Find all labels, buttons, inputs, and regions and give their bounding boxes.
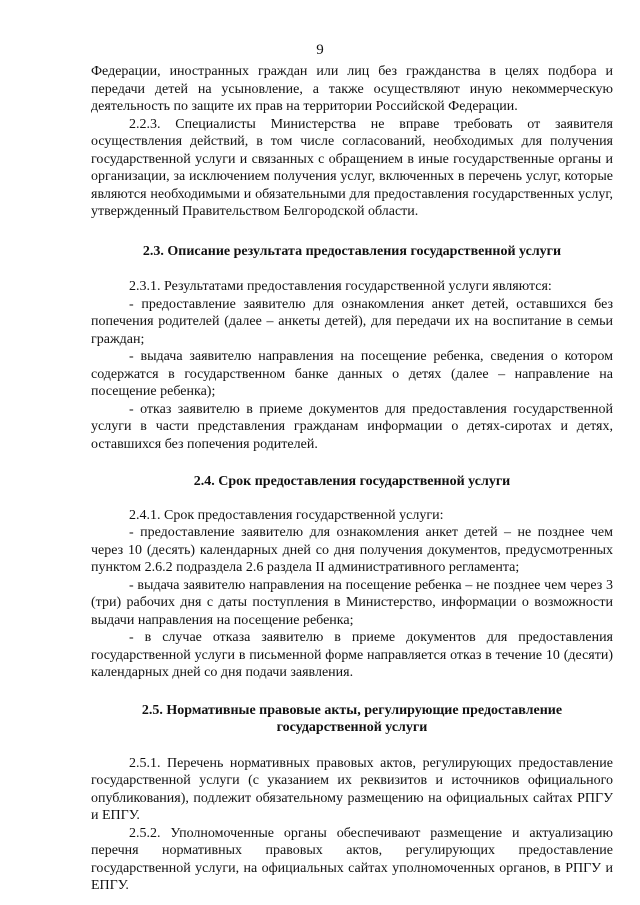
list-item-result-2: - выдача заявителю направления на посещение ребенка, сведения о котором содержатся в государственном банке данных о детях (далее – направление на посещение ребенка); xyxy=(91,349,613,399)
page-number: 9 xyxy=(316,42,324,58)
section-heading-2-5 xyxy=(91,702,613,737)
section-heading-2-5-line1: 2.5. Нормативные правовые акты, регулирующие предоставление xyxy=(141,702,563,718)
list-item-result-1: - предоставление заявителю для ознакомления анкет детей, оставшихся без попечения родителей (далее – анкеты детей), для передачи их на воспитание в семьи граждан; xyxy=(91,296,613,347)
paragraph-2-5-1: 2.5.1. Перечень нормативных правовых актов, регулирующих предоставление государственной услуги (с указанием их реквизитов и источников официального опубликования), подлежит обязательному размещению на официальных сайтах РПГУ и ЕПГУ. xyxy=(91,755,613,823)
paragraph-2-5-2: 2.5.2. Уполномоченные органы обеспечивают размещение и актуализацию перечня нормативных правовых актов, регулирующих предоставление государственной услуги, на официальных сайтах уполномоченных органов, в РПГУ и ЕПГУ. xyxy=(91,825,613,893)
section-heading-2-4: 2.4. Срок предоставления государственной услуги xyxy=(193,474,511,489)
list-item-term-3: - в случае отказа заявителю в приеме документов для предоставления государственной услуги в письменной форме направляется отказ в течение 10 (десяти) календарных дней со дня подачи заявления. xyxy=(91,630,613,680)
document-body xyxy=(91,63,613,895)
section-heading-2-5-line2: государственной услуги xyxy=(276,720,428,735)
paragraph-continuation: Федерации, иностранных граждан или лиц без гражданства в целях подбора и передачи детей на усыновление, а также осуществляют иную некоммерческую деятельность по защите их прав на территории Российской Федерации. xyxy=(91,64,613,114)
list-item-result-3: - отказ заявителю в приеме документов для предоставления государственной услуги в части представления гражданам информации о детях-сиротах и детях, оставшихся без попечения родителей. xyxy=(91,401,613,452)
paragraph-2-4-1: 2.4.1. Срок предоставления государственной услуги: xyxy=(129,507,444,523)
paragraph-2-3-1: 2.3.1. Результатами предоставления государственной услуги являются: xyxy=(129,279,552,294)
paragraph-2-2-3: 2.2.3. Специалисты Министерства не вправе требовать от заявителя осуществления действий, в том числе согласований, необходимых для получения государственной услуги и связанных с обращением в иные государственные органы и организации, за исключением получения услуг, включенных в перечень услуг, которые являются необходимыми и обязательными для предоставления государственных услуг, утвержденный Правительством Белгородской области. xyxy=(91,116,613,219)
list-item-term-1: - предоставление заявителю для ознакомления анкет детей – не позднее чем через 10 (десять) календарных дней со дня получения документов, предусмотренных пунктом 2.6.2 подраздела 2.6 раздела II административного регламента; xyxy=(91,525,613,575)
list-item-term-2: - выдача заявителю направления на посещение ребенка – не позднее чем через 3 (три) рабочих дня с даты поступления в Министерство, информации о возможности выдачи направления на посещение ребенка; xyxy=(91,577,613,628)
section-heading-2-3: 2.3. Описание результата предоставления государственной услуги xyxy=(142,243,562,259)
